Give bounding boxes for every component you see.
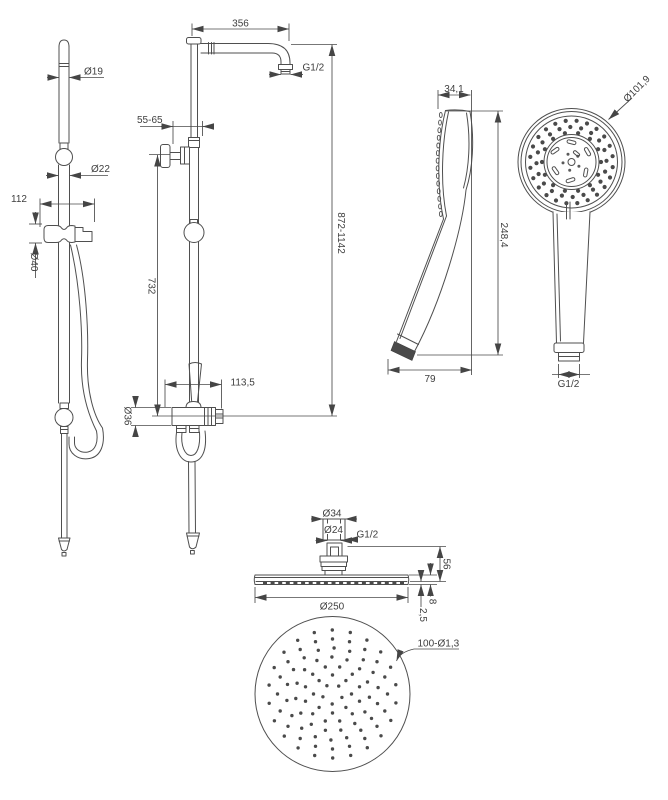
hand-shower-front-view	[518, 73, 653, 390]
overhead-flange	[320, 556, 348, 562]
rail-top-cap	[59, 40, 69, 47]
hose-outer-curve	[69, 245, 103, 459]
column-top-cap	[187, 38, 202, 45]
holder-hook	[75, 228, 92, 242]
dim-arm-thread-g12: G1/2	[302, 62, 325, 74]
dim-column-height-872-1142: 872-1142	[335, 212, 346, 254]
rail-bottom-collar	[60, 403, 69, 409]
holes-leader-line	[397, 649, 460, 661]
telescopic-sleeve	[189, 138, 200, 148]
dim-overhead-height-56: 56	[440, 558, 452, 570]
dim-rail-diameter-22: Ø22	[91, 164, 110, 175]
wall-bracket-flange	[161, 145, 171, 168]
tee-body	[172, 408, 216, 426]
dim-hand-head-diameter-101-9: Ø101,9	[621, 73, 653, 105]
slide-rail-view	[11, 40, 110, 556]
dim-stem-diameter-24: Ø24	[324, 525, 343, 536]
hand-shower-holder	[44, 226, 75, 243]
hose-inner-curve	[71, 245, 98, 452]
dim-holder-diameter-40: Ø40	[28, 252, 39, 272]
overhead-face-nozzle-dots	[267, 628, 397, 759]
tee-hose-tip	[191, 551, 195, 555]
hand-shower-side-view	[388, 84, 509, 385]
overhead-ring-2	[322, 567, 346, 571]
dim-lower-column-732: 732	[145, 277, 157, 295]
dim-tee-width-113-5: 113,5	[230, 377, 255, 389]
dim-nozzle-count-100-d1-3: 100-Ø1,3	[417, 638, 460, 650]
overhead-ball-joint	[327, 543, 342, 556]
hose-tip	[62, 553, 66, 557]
dim-hand-shower-width-79: 79	[424, 374, 436, 385]
diverter-knob	[184, 223, 204, 243]
shower-column-view	[122, 19, 347, 555]
dim-rail-diameter-19: Ø19	[84, 66, 103, 78]
tee-outlet-thread	[216, 410, 224, 424]
tee-hose-cone	[187, 533, 200, 549]
dim-bracket-range-55-65: 55-65	[137, 115, 163, 126]
hand-face-inner-dots	[562, 153, 581, 172]
dim-stem-diameter-34: Ø34	[322, 508, 342, 520]
hand-shower-face-inner	[443, 112, 449, 216]
hand-shower-thread-cap	[391, 342, 416, 361]
hose-cone-end	[59, 538, 71, 551]
dim-disc-thickness-8: 8	[426, 598, 438, 605]
dim-tee-diameter-36: Ø36	[121, 406, 133, 426]
dim-overhead-thread-g12: G1/2	[356, 529, 379, 541]
dim-head-depth-34-1: 34,1	[444, 84, 464, 95]
overhead-shower-front-view	[255, 617, 460, 772]
dim-hand-shower-length-248-4: 248,4	[498, 222, 509, 248]
dim-holder-offset-112: 112	[11, 194, 27, 205]
hand-face-outer-ring	[518, 109, 625, 216]
overhead-shower-side-view	[254, 509, 451, 623]
dim-hand-thread-g12: G1/2	[557, 379, 580, 390]
handle-flange	[554, 343, 584, 353]
overhead-ring-1	[321, 562, 347, 567]
rail-slider-ball	[56, 149, 73, 166]
tee-hose-loop-inner	[182, 432, 200, 456]
dim-disc-diameter-250: Ø250	[319, 601, 345, 613]
hand-face-center-zone-inner	[547, 138, 596, 187]
rail-bottom-ball	[55, 409, 73, 427]
hand-face-center-slots	[550, 139, 591, 183]
hand-face-nozzle-dots	[528, 119, 615, 206]
shower-arm-inner	[201, 53, 281, 65]
arm-nut	[279, 65, 293, 70]
hand-face-plate	[526, 116, 618, 208]
tee-dome	[186, 402, 201, 408]
dim-nozzle-height-2-5: 2,5	[417, 608, 428, 622]
hand-shower-back-inner	[464, 113, 469, 188]
dim-arm-length-356: 356	[232, 18, 249, 30]
tee-hose-loop-outer	[176, 431, 206, 462]
